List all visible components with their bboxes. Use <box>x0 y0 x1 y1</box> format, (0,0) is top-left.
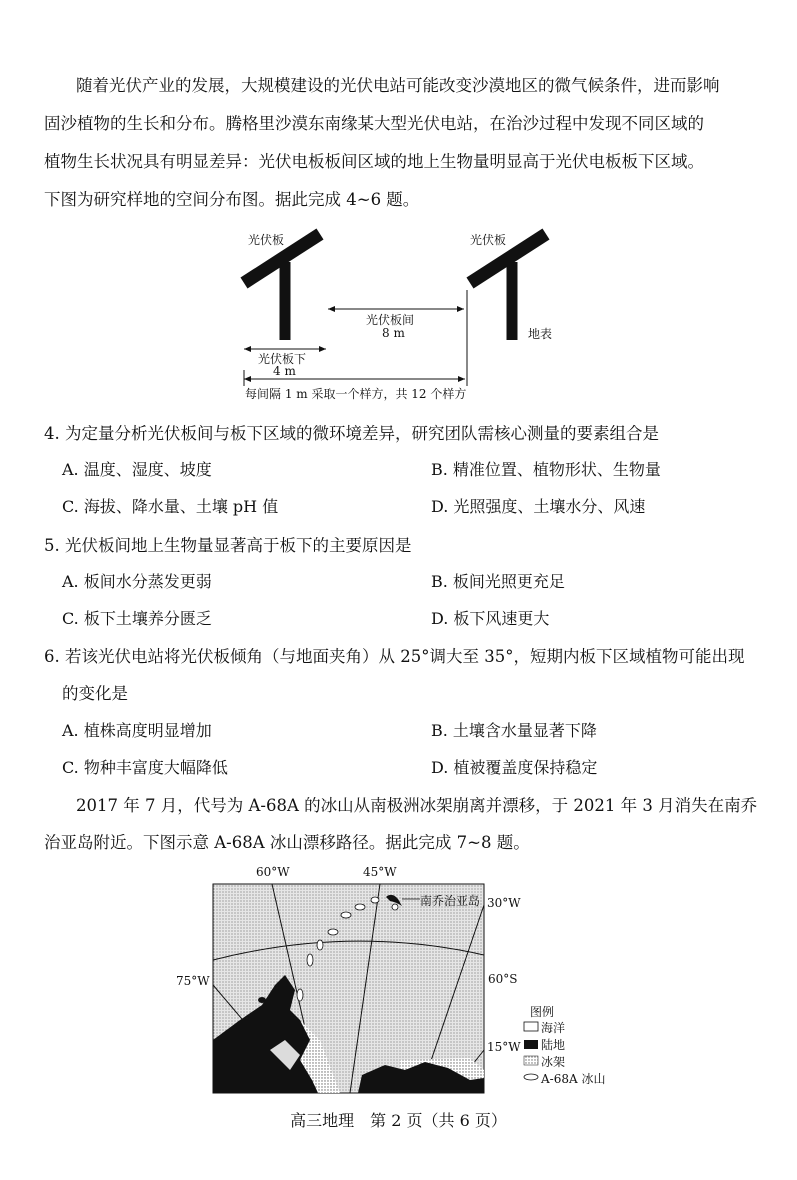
q6-option-b: B. 土壤含水量显著下降 <box>431 721 597 740</box>
q5-option-b: B. 板间光照更充足 <box>431 572 565 591</box>
q4-option-a: A. 温度、湿度、坡度 <box>62 460 212 479</box>
q4-option-d: D. 光照强度、土壤水分、风速 <box>431 497 646 516</box>
lon-30w-label: 30°W <box>487 896 521 910</box>
q5-option-a: A. 板间水分蒸发更弱 <box>62 572 212 591</box>
intro1-line-1: 随着光伏产业的发展，大规模建设的光伏电站可能改变沙漠地区的微气候条件，进而影响 <box>76 76 720 95</box>
legend-land: 陆地 <box>541 1038 566 1052</box>
lon-60w-label: 60°W <box>256 865 290 879</box>
lon-15w-label: 15°W <box>487 1040 521 1054</box>
q5-stem: 5. 光伏板间地上生物量显著高于板下的主要原因是 <box>44 536 412 555</box>
q6-stem-line-1: 6. 若该光伏电站将光伏板倾角（与地面夹角）从 25°调大至 35°，短期内板下区域植物可能出现 <box>44 647 745 666</box>
under-label: 光伏板下 <box>258 352 307 366</box>
intro2-line-2: 治亚岛附近。下图示意 A-68A 冰山漂移路径。据此完成 7~8 题。 <box>44 833 530 852</box>
intro1-line-4: 下图为研究样地的空间分布图。据此完成 4~6 题。 <box>44 190 420 209</box>
legend-iceshelf: 冰架 <box>541 1055 566 1069</box>
gap-label: 光伏板间 <box>366 313 415 327</box>
q4-stem: 4. 为定量分析光伏板间与板下区域的微环境差异，研究团队需核心测量的要素组合是 <box>44 424 659 443</box>
q5-option-c: C. 板下土壤养分匮乏 <box>62 609 212 628</box>
page-footer: 高三地理 第 2 页（共 6 页） <box>290 1111 507 1130</box>
legend-iceberg: A-68A 冰山 <box>541 1072 606 1086</box>
intro2-line-1: 2017 年 7 月，代号为 A-68A 的冰山从南极洲冰架崩离并漂移，于 2021 年 3 月消失在南乔 <box>76 796 758 815</box>
intro1-line-2: 固沙植物的生长和分布。腾格里沙漠东南缘某大型光伏电站，在治沙过程中发现不同区域的 <box>44 114 704 133</box>
q6-option-c: C. 物种丰富度大幅降低 <box>62 758 228 777</box>
south-georgia-label: 南乔治亚岛 <box>420 894 481 908</box>
under-value: 4 m <box>273 364 296 378</box>
q6-option-d: D. 植被覆盖度保持稳定 <box>431 758 598 777</box>
q4-option-b: B. 精准位置、植物形状、生物量 <box>431 460 661 479</box>
lon-75w-label: 75°W <box>176 974 210 988</box>
legend-title: 图例 <box>530 1005 555 1019</box>
ground-label: 地表 <box>528 327 553 341</box>
intro1-line-3: 植物生长状况具有明显差异：光伏电板板间区域的地上生物量明显高于光伏电板板下区域。 <box>44 152 704 171</box>
q6-stem-line-2: 的变化是 <box>62 684 128 703</box>
map-legend <box>524 1022 538 1080</box>
gap-value: 8 m <box>382 326 405 340</box>
lon-45w-label: 45°W <box>363 865 397 879</box>
legend-ocean: 海洋 <box>541 1021 566 1035</box>
q5-option-d: D. 板下风速更大 <box>431 609 550 628</box>
sampling-note: 每间隔 1 m 采取一个样方，共 12 个样方 <box>245 387 467 401</box>
right-panel-label: 光伏板 <box>470 233 507 247</box>
left-panel-label: 光伏板 <box>248 233 285 247</box>
q6-option-a: A. 植株高度明显增加 <box>62 721 212 740</box>
q4-option-c: C. 海拔、降水量、土壤 pH 值 <box>62 497 279 516</box>
lat-60s-label: 60°S <box>488 972 518 986</box>
